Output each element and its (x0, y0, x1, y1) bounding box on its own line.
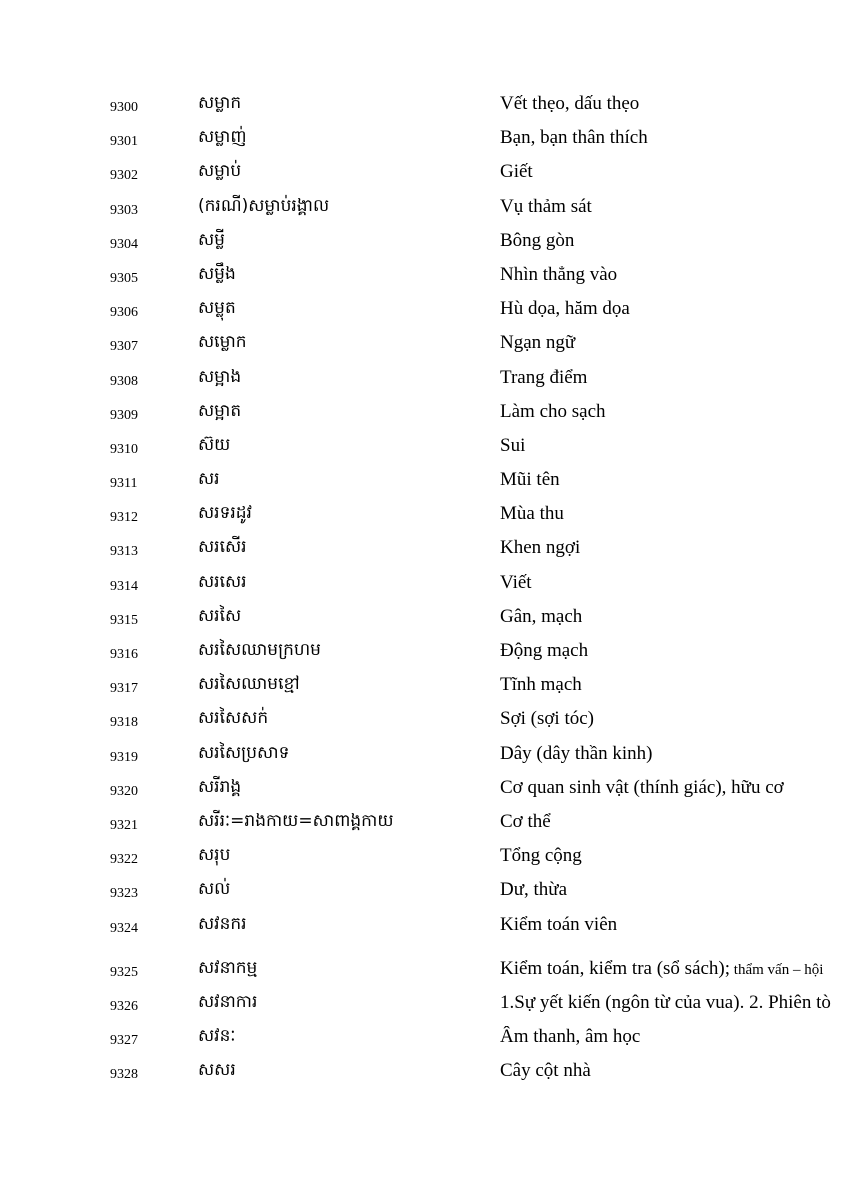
khmer-term: ស៊យ (198, 434, 231, 455)
entry-number: 9318 (110, 715, 138, 731)
khmer-term: សម្លឹង (198, 263, 236, 284)
entry-number: 9310 (110, 441, 138, 457)
entry-number: 9317 (110, 681, 138, 697)
khmer-term: សរីរៈ=រាងកាយ=សាពាង្គកាយ (198, 810, 394, 831)
vietnamese-translation (500, 503, 848, 525)
translation-text: Cây cột nhà (500, 1060, 591, 1082)
vietnamese-translation (500, 401, 848, 423)
translation-text: Nhìn thẳng vào (500, 263, 618, 285)
khmer-term: សវនាកម្ម (198, 957, 258, 978)
khmer-term: សម្អាត (198, 400, 242, 421)
khmer-term: សម្អាង (198, 366, 242, 387)
entry-number: 9327 (110, 1033, 138, 1049)
vietnamese-translation (500, 196, 848, 218)
entry-row (0, 909, 848, 943)
entry-row (0, 122, 848, 156)
vietnamese-translation (500, 537, 848, 559)
entry-number: 9312 (110, 510, 138, 526)
vietnamese-translation (500, 743, 848, 765)
entry-row (0, 88, 848, 122)
entry-number: 9319 (110, 749, 138, 765)
translation-text: Tĩnh mạch (500, 674, 582, 696)
entry-row (0, 259, 848, 293)
khmer-term: សរុប (198, 845, 231, 866)
entry-row (0, 396, 848, 430)
vietnamese-translation (500, 264, 848, 286)
translation-text: Ngạn ngữ (500, 332, 576, 354)
vietnamese-translation (500, 298, 848, 320)
translation-text: Dây (dây thần kinh) (500, 742, 653, 764)
translation-text: Bạn, bạn thân thích (500, 127, 648, 149)
entry-row (0, 225, 848, 259)
khmer-term: សវនាការ (198, 991, 258, 1012)
vietnamese-translation (500, 777, 848, 799)
entry-number: 9324 (110, 920, 138, 936)
entry-row (0, 806, 848, 840)
entry-list (0, 88, 848, 1089)
entry-number: 9326 (110, 998, 138, 1014)
translation-text: Mũi tên (500, 469, 560, 491)
khmer-term: សម្លោក (198, 332, 247, 353)
entry-number: 9309 (110, 407, 138, 423)
translation-text: Vết thẹo, dấu thẹo (500, 93, 640, 114)
entry-number: 9306 (110, 305, 138, 321)
translation-text: Làm cho sạch (500, 400, 606, 422)
khmer-term: សរសៃ (198, 605, 242, 626)
khmer-term: (ករណី)សម្លាប់រង្គាល (198, 195, 330, 216)
entry-row (0, 738, 848, 772)
vietnamese-translation (500, 161, 848, 183)
entry-number: 9302 (110, 168, 138, 184)
entry-number: 9308 (110, 373, 138, 389)
translation-text: Gân, mạch (500, 605, 583, 627)
entry-row (0, 532, 848, 566)
entry-row (0, 327, 848, 361)
vietnamese-translation (500, 127, 848, 149)
entry-number: 9304 (110, 236, 138, 252)
translation-text: 1.Sự yết kiến (ngôn từ của vua). 2. Phiên tò (500, 991, 831, 1013)
entry-row (0, 874, 848, 908)
translation-text: Cơ thể (500, 810, 551, 832)
entry-row (0, 191, 848, 225)
khmer-term: សរសៃឈាមក្រហម (198, 640, 321, 660)
vietnamese-translation (500, 879, 848, 901)
entry-number: 9323 (110, 886, 138, 902)
entry-row (0, 772, 848, 806)
entry-number: 9303 (110, 202, 138, 218)
entry-row (0, 567, 848, 601)
vietnamese-translation (500, 230, 848, 252)
translation-text-small: thẩm vấn – hội (730, 961, 824, 978)
entry-row (0, 293, 848, 327)
entry-number: 9311 (110, 476, 138, 492)
khmer-term: សម្លុត (198, 298, 236, 319)
entry-row (0, 601, 848, 635)
entry-row (0, 156, 848, 190)
translation-text: Kiểm toán, kiểm tra (sổ sách); (500, 957, 731, 979)
vietnamese-translation (500, 845, 848, 867)
translation-text: Cơ quan sinh vật (thính giác), hữu cơ (500, 776, 784, 798)
entry-row (0, 1055, 848, 1089)
vietnamese-translation (500, 708, 848, 730)
vietnamese-translation (500, 992, 848, 1014)
khmer-term: សរសៃសក់ (198, 708, 269, 729)
entry-number: 9315 (110, 612, 138, 628)
vietnamese-translation (500, 367, 848, 389)
entry-number: 9322 (110, 852, 138, 868)
khmer-term: សវនករ (198, 913, 247, 934)
translation-text: Âm thanh, âm học (500, 1026, 641, 1048)
entry-row (0, 987, 848, 1021)
entry-row (0, 1021, 848, 1055)
entry-number: 9328 (110, 1067, 138, 1083)
khmer-term: សល់ (198, 879, 231, 900)
vietnamese-translation (500, 435, 848, 457)
translation-text: Động mạch (500, 640, 589, 661)
translation-text: Khen ngợi (500, 537, 581, 559)
khmer-term: សរសៃប្រសាទ (198, 742, 290, 763)
entry-number: 9307 (110, 339, 138, 355)
khmer-term: សរ (198, 469, 220, 490)
translation-text: Viết (500, 571, 532, 593)
vietnamese-translation (500, 606, 848, 628)
vietnamese-translation (500, 1060, 848, 1082)
entry-row (0, 635, 848, 669)
translation-text: Vụ thảm sát (500, 195, 592, 217)
entry-row (0, 840, 848, 874)
entry-number: 9313 (110, 544, 138, 560)
entry-number: 9321 (110, 817, 138, 833)
vietnamese-translation (500, 572, 848, 594)
vietnamese-translation (500, 811, 848, 833)
khmer-term: សរសើរ (198, 537, 247, 558)
translation-text: Giết (500, 161, 533, 183)
entry-number: 9314 (110, 578, 138, 594)
translation-text: Sui (500, 434, 526, 456)
translation-text: Kiểm toán viên (500, 913, 618, 935)
translation-text: Sợi (sợi tóc) (500, 708, 594, 730)
khmer-term: សរទរដូវ (198, 503, 252, 524)
translation-text: Bông gòn (500, 229, 575, 251)
vietnamese-translation (500, 93, 848, 115)
translation-text: Trang điểm (500, 366, 588, 388)
vietnamese-translation (500, 469, 848, 491)
entry-row (0, 953, 848, 987)
translation-text: Dư, thừa (500, 879, 568, 901)
entry-number: 9301 (110, 134, 138, 150)
vietnamese-translation (500, 958, 848, 980)
entry-number: 9305 (110, 270, 138, 286)
khmer-term: សម្លាក (198, 93, 242, 113)
entry-number: 9320 (110, 783, 138, 799)
khmer-term: សរសេរ (198, 571, 247, 592)
translation-text: Mùa thu (500, 503, 564, 525)
vietnamese-translation (500, 914, 848, 936)
entry-row (0, 464, 848, 498)
entry-row (0, 669, 848, 703)
vietnamese-translation (500, 1026, 848, 1048)
khmer-term: សវនៈ (198, 1026, 236, 1047)
entry-number: 9325 (110, 964, 138, 980)
vietnamese-translation (500, 332, 848, 354)
entry-row (0, 703, 848, 737)
khmer-term: សម្លី (198, 229, 225, 250)
khmer-term: សរសៃឈាមខ្មៅ (198, 674, 300, 695)
vietnamese-translation (500, 674, 848, 696)
entry-row (0, 498, 848, 532)
entry-row (0, 430, 848, 464)
translation-text: Hù dọa, hăm dọa (500, 298, 630, 320)
khmer-term: សសរ (198, 1060, 236, 1081)
entry-number: 9300 (110, 100, 138, 115)
khmer-term: សម្លាញ់ (198, 127, 247, 148)
khmer-term: សម្លាប់ (198, 161, 242, 182)
translation-text: Tổng cộng (500, 845, 582, 867)
khmer-term: សរីរាង្គ (198, 776, 242, 797)
vietnamese-translation (500, 640, 848, 662)
entry-row (0, 362, 848, 396)
entry-number: 9316 (110, 647, 138, 662)
